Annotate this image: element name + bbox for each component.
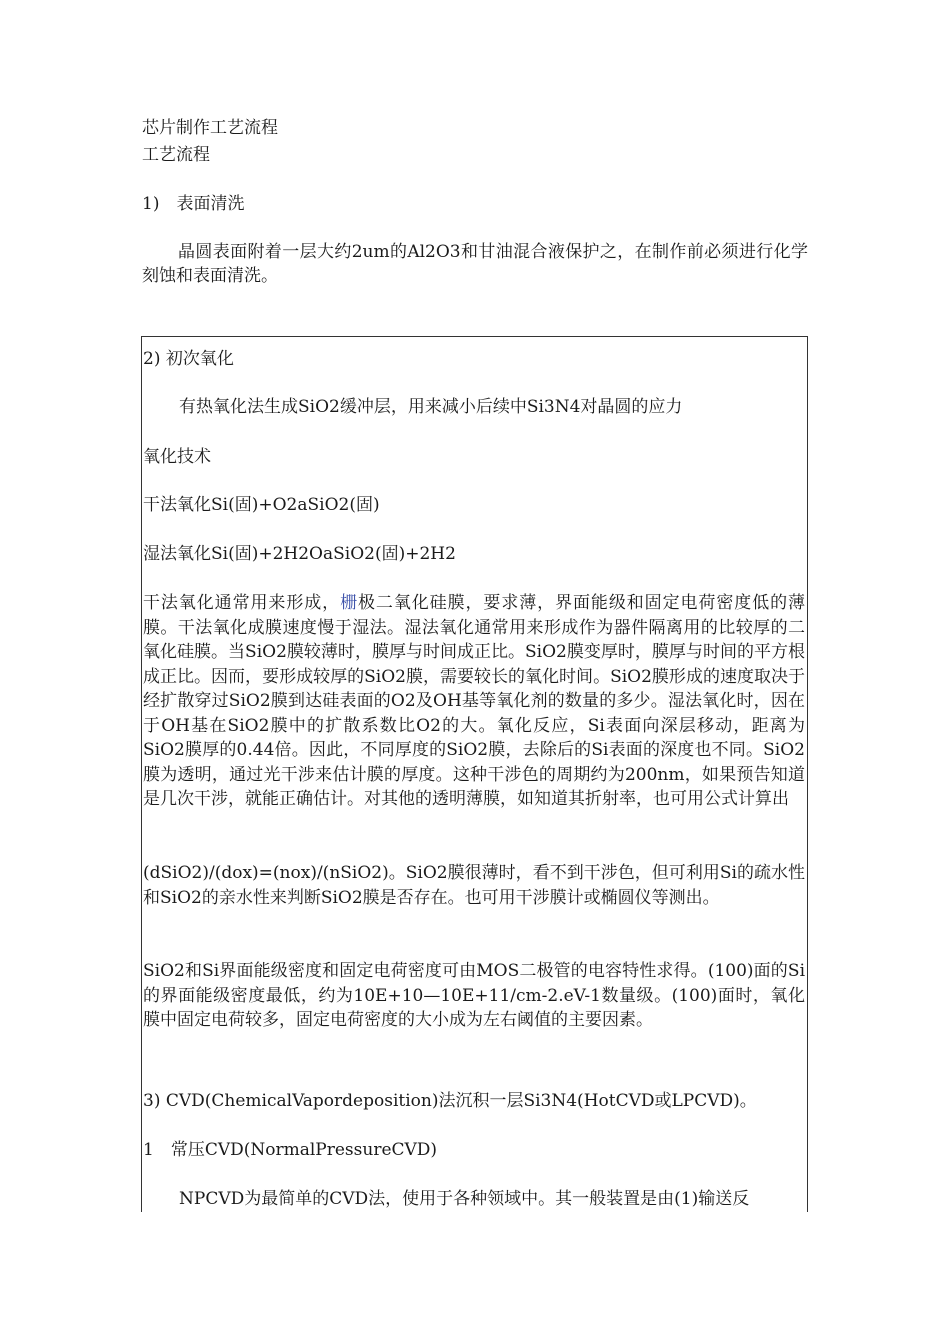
oxidation-paragraph-3: SiO2和Si界面能级密度和固定电荷密度可由MOS二极管的电容特性求得。(100)面的Si的界面能级密度最低，约为10E+10—10E+11/cm-2.eV-1数量级。(100)面时，氧化膜中固定电荷较多，固定电荷密度的大小成为左右阈值的主要因素。 (143, 961, 805, 1030)
step1-heading: 1) 表面清洗 (142, 194, 245, 214)
npcvd-body: NPCVD为最简单的CVD法，使用于各种领域中。其一般装置是由(1)输送反 (179, 1189, 750, 1209)
step3-heading: 3) CVD(ChemicalVapordeposition)法沉积一层Si3N4(HotCVD或LPCVD)。 (143, 1091, 757, 1111)
step2-intro: 有热氧化法生成SiO2缓冲层，用来减小后续中Si3N4对晶圆的应力 (179, 397, 683, 417)
step1-body: 晶圆表面附着一层大约2um的Al2O3和甘油混合液保护之，在制作前必须进行化学刻蚀和表面清洗。 (142, 242, 808, 286)
npcvd-heading: 1 常压CVD(NormalPressureCVD) (143, 1140, 438, 1160)
step2-heading: 2) 初次氧化 (143, 349, 234, 369)
section-subtitle: 工艺流程 (142, 145, 210, 165)
oxidation-paragraph-2: (dSiO2)/(dox)=(nox)/(nSiO2)。SiO2膜很薄时，看不到干涉色，但可利用Si的疏水性和SiO2的亲水性来判断SiO2膜是否存在。也可用干涉膜计或椭圆仪等测出。 (143, 863, 805, 908)
oxidation-tech-label: 氧化技术 (143, 447, 211, 467)
para1-text-pre: 干法氧化通常用来形成， (143, 593, 341, 613)
wet-oxidation-equation: 湿法氧化Si(固)+2H2OaSiO2(固)+2H2 (143, 544, 456, 564)
content-box (141, 336, 808, 1212)
dry-oxidation-equation: 干法氧化Si(固)+O2aSiO2(固) (143, 495, 380, 515)
oxidation-paragraph-1 (143, 591, 805, 812)
document-title: 芯片制作工艺流程 (142, 118, 278, 138)
para1-text-post: 极二氧化硅膜，要求薄，界面能级和固定电荷密度低的薄膜。干法氧化成膜速度慢于湿法。湿法氧化通常用来形成作为器件隔离用的比较厚的二氧化硅膜。当SiO2膜较薄时，膜厚与时间成正比。SiO2膜变厚时，膜厚与时间的平方根成正比。因而，要形成较厚的SiO2膜，需要较长的氧化时间。SiO2膜形成的速度取决于经扩散穿过SiO2膜到达硅表面的O2及OH基等氧化剂的数量的多少。湿法氧化时，因在于OH基在SiO2膜中的扩散系数比O2的大。氧化反应，Si表面向深层移动，距离为SiO2膜厚的0.44倍。因此，不同厚度的SiO2膜，去除后的Si表面的深度也不同。SiO2膜为透明，通过光干涉来估计膜的厚度。这种干涉色的周期约为200nm，如果预告知道是几次干涉，就能正确估计。对其他的透明薄膜，如知道其折射率，也可用公式计算出 (143, 593, 806, 809)
para1-highlight: 栅 (340, 593, 359, 613)
